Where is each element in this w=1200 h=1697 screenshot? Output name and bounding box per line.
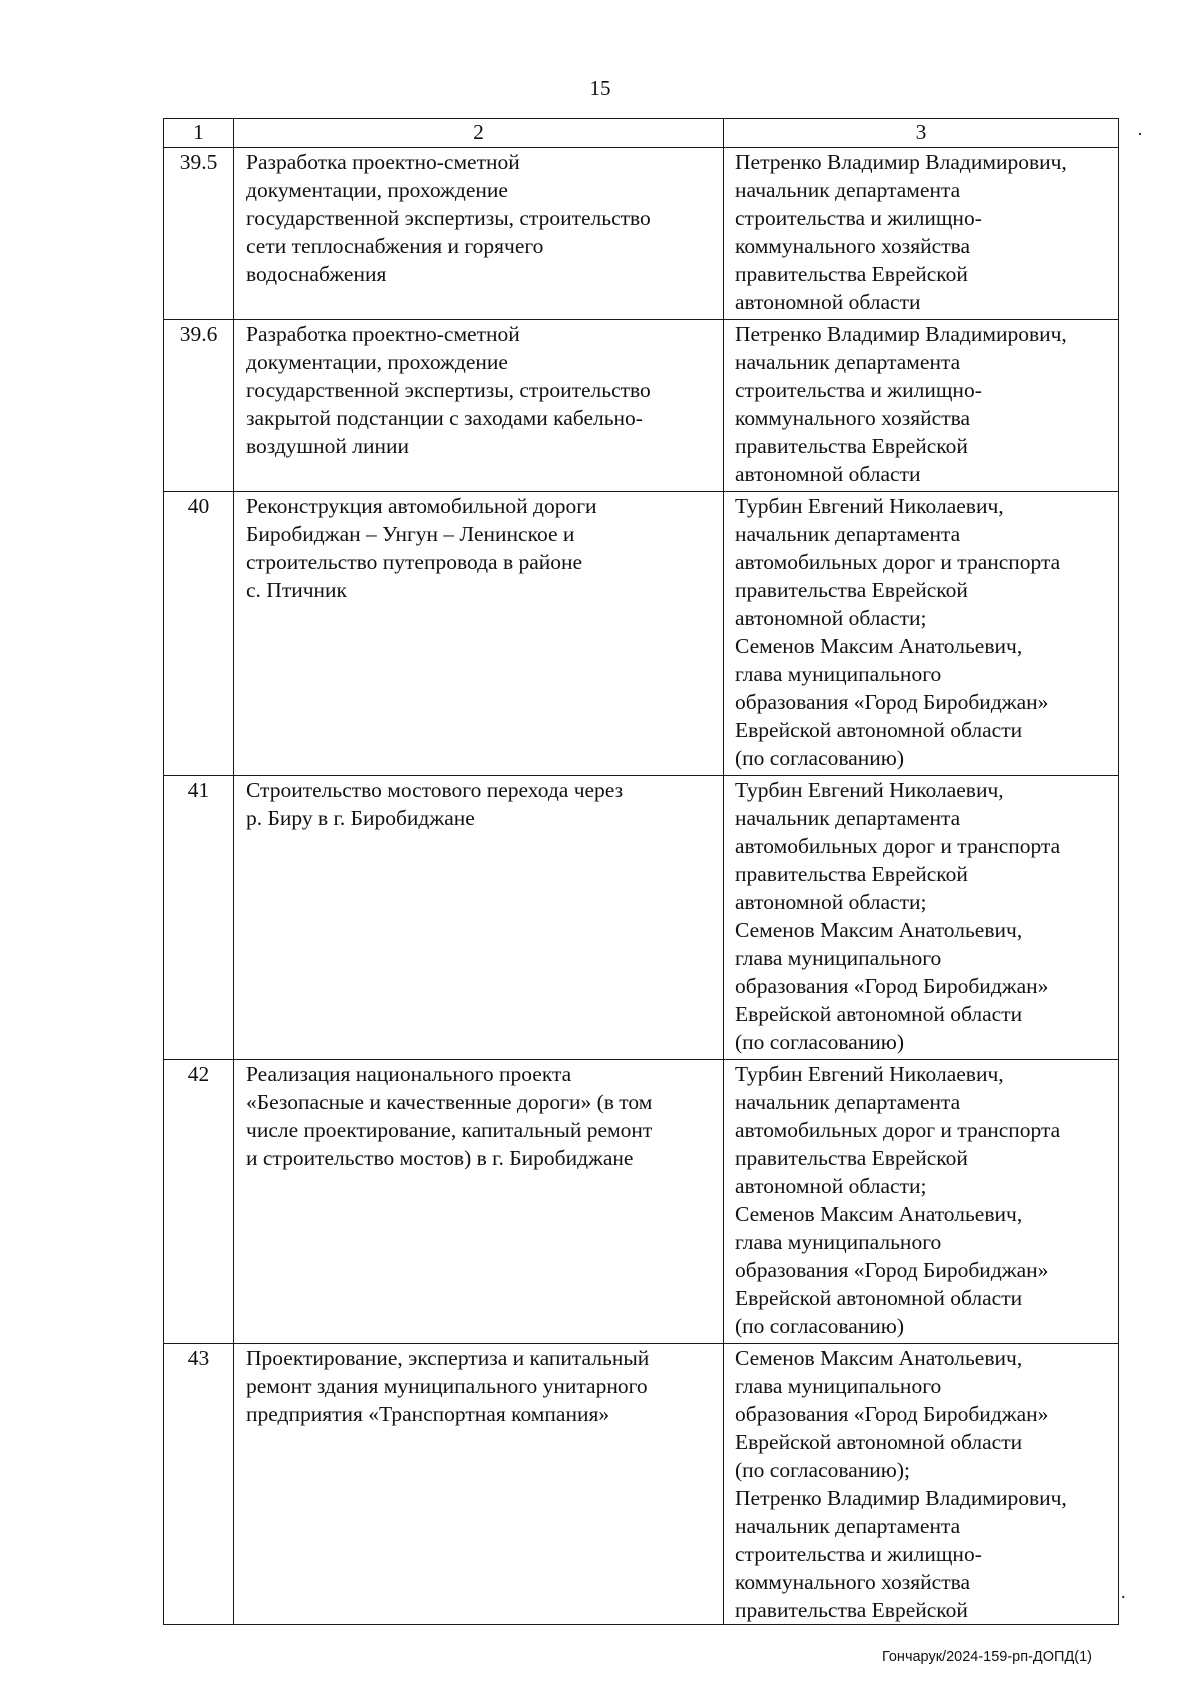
task-description xyxy=(234,492,724,776)
responsible-line: образования «Город Биробиджан» xyxy=(735,1402,1049,1426)
responsible-line: Еврейской автономной области xyxy=(735,718,1023,742)
task-line: государственной экспертизы, строительство xyxy=(246,206,651,230)
responsible-person xyxy=(724,1344,1119,1625)
task-description xyxy=(234,1344,724,1625)
responsible-line: автономной области; xyxy=(735,890,927,914)
task-line: государственной экспертизы, строительство xyxy=(246,378,651,402)
item-number: 39.6 xyxy=(164,320,234,492)
responsible-line: начальник департамента xyxy=(735,1090,961,1114)
task-line: водоснабжения xyxy=(246,262,387,286)
table-body xyxy=(164,119,1119,1625)
document-code: Гончарук/2024-159-рп-ДОПД(1) xyxy=(881,1649,1092,1665)
table-header-row xyxy=(164,119,1119,148)
table-row xyxy=(164,148,1119,320)
responsible-line: Семенов Максим Анатольевич, xyxy=(735,634,1023,658)
responsible-line: начальник департамента xyxy=(735,350,961,374)
responsible-line: (по согласованию) xyxy=(735,1314,905,1338)
responsible-line: глава муниципального xyxy=(735,1374,942,1398)
column-header-number: 1 xyxy=(164,119,234,148)
task-line: предприятия «Транспортная компания» xyxy=(246,1402,610,1426)
responsible-person xyxy=(724,776,1119,1060)
responsible-line: коммунального хозяйства xyxy=(735,234,971,258)
responsible-line: начальник департамента xyxy=(735,806,961,830)
task-description xyxy=(234,320,724,492)
responsible-line: Семенов Максим Анатольевич, xyxy=(735,1346,1023,1370)
task-line: «Безопасные и качественные дороги» (в том xyxy=(246,1090,653,1114)
responsible-line: глава муниципального xyxy=(735,1230,942,1254)
responsible-line: коммунального хозяйства xyxy=(735,406,971,430)
responsible-line: начальник департамента xyxy=(735,1514,961,1538)
table-row xyxy=(164,776,1119,1060)
responsible-line: автономной области; xyxy=(735,606,927,630)
responsible-line: Семенов Максим Анатольевич, xyxy=(735,1202,1023,1226)
task-description xyxy=(234,1060,724,1344)
responsible-line: (по согласованию) xyxy=(735,1030,905,1054)
responsible-line: коммунального хозяйства xyxy=(735,1570,971,1594)
responsible-line: глава муниципального xyxy=(735,662,942,686)
task-line: числе проектирование, капитальный ремонт xyxy=(246,1118,653,1142)
assignments-table xyxy=(163,118,1119,1625)
task-line: Реализация национального проекта xyxy=(246,1062,572,1086)
item-number: 39.5 xyxy=(164,148,234,320)
item-number: 40 xyxy=(164,492,234,776)
responsible-line: автономной области; xyxy=(735,1174,927,1198)
table-row xyxy=(164,492,1119,776)
task-line: Биробиджан – Унгун – Ленинское и xyxy=(246,522,575,546)
responsible-line: автономной области xyxy=(735,290,921,314)
task-line: Разработка проектно-сметной xyxy=(246,322,520,346)
responsible-line: начальник департамента xyxy=(735,522,961,546)
responsible-line: Семенов Максим Анатольевич, xyxy=(735,918,1023,942)
responsible-line: строительства и жилищно- xyxy=(735,1542,982,1566)
responsible-line: правительства Еврейской xyxy=(735,1598,968,1622)
responsible-line: глава муниципального xyxy=(735,946,942,970)
responsible-person xyxy=(724,148,1119,320)
responsible-line: правительства Еврейской xyxy=(735,434,968,458)
responsible-line: образования «Город Биробиджан» xyxy=(735,1258,1049,1282)
responsible-line: Еврейской автономной области xyxy=(735,1002,1023,1026)
table-row xyxy=(164,1344,1119,1625)
responsible-line: образования «Город Биробиджан» xyxy=(735,974,1049,998)
responsible-line: строительства и жилищно- xyxy=(735,206,982,230)
responsible-line: правительства Еврейской xyxy=(735,262,968,286)
responsible-line: автомобильных дорог и транспорта xyxy=(735,550,1061,574)
responsible-line: автономной области xyxy=(735,462,921,486)
task-line: р. Биру в г. Биробиджане xyxy=(246,806,475,830)
margin-dot-mark: · xyxy=(1137,124,1143,144)
responsible-line: начальник департамента xyxy=(735,178,961,202)
responsible-line: правительства Еврейской xyxy=(735,578,968,602)
task-line: воздушной линии xyxy=(246,434,409,458)
responsible-line: автомобильных дорог и транспорта xyxy=(735,834,1061,858)
item-number: 42 xyxy=(164,1060,234,1344)
table-row xyxy=(164,320,1119,492)
responsible-line: Петренко Владимир Владимирович, xyxy=(735,150,1067,174)
task-line: и строительство мостов) в г. Биробиджане xyxy=(246,1146,634,1170)
responsible-line: автомобильных дорог и транспорта xyxy=(735,1118,1061,1142)
responsible-person xyxy=(724,492,1119,776)
item-number: 41 xyxy=(164,776,234,1060)
margin-dot-mark: . xyxy=(1121,1582,1126,1602)
task-line: Проектирование, экспертиза и капитальный xyxy=(246,1346,650,1370)
table-row xyxy=(164,1060,1119,1344)
responsible-line: Еврейской автономной области xyxy=(735,1430,1023,1454)
responsible-line: Петренко Владимир Владимирович, xyxy=(735,322,1067,346)
task-line: Строительство мостового перехода через xyxy=(246,778,624,802)
item-number: 43 xyxy=(164,1344,234,1625)
task-line: Разработка проектно-сметной xyxy=(246,150,520,174)
task-line: сети теплоснабжения и горячего xyxy=(246,234,544,258)
responsible-line: Турбин Евгений Николаевич, xyxy=(735,1062,1004,1086)
responsible-line: правительства Еврейской xyxy=(735,862,968,886)
task-line: документации, прохождение xyxy=(246,178,508,202)
task-line: с. Птичник xyxy=(246,578,347,602)
responsible-line: Еврейской автономной области xyxy=(735,1286,1023,1310)
responsible-line: Турбин Евгений Николаевич, xyxy=(735,494,1004,518)
responsible-person xyxy=(724,1060,1119,1344)
task-description xyxy=(234,776,724,1060)
responsible-line: строительства и жилищно- xyxy=(735,378,982,402)
responsible-line: Петренко Владимир Владимирович, xyxy=(735,1486,1067,1510)
task-line: ремонт здания муниципального унитарного xyxy=(246,1374,648,1398)
task-line: Реконструкция автомобильной дороги xyxy=(246,494,597,518)
responsible-person xyxy=(724,320,1119,492)
task-line: документации, прохождение xyxy=(246,350,508,374)
page-number: 15 xyxy=(589,76,611,100)
responsible-line: (по согласованию); xyxy=(735,1458,910,1482)
responsible-line: правительства Еврейской xyxy=(735,1146,968,1170)
responsible-line: образования «Город Биробиджан» xyxy=(735,690,1049,714)
responsible-line: (по согласованию) xyxy=(735,746,905,770)
column-header-task: 2 xyxy=(234,119,724,148)
responsible-line: Турбин Евгений Николаевич, xyxy=(735,778,1004,802)
task-line: строительство путепровода в районе xyxy=(246,550,583,574)
column-header-responsible: 3 xyxy=(724,119,1119,148)
task-line: закрытой подстанции с заходами кабельно- xyxy=(246,406,643,430)
task-description xyxy=(234,148,724,320)
